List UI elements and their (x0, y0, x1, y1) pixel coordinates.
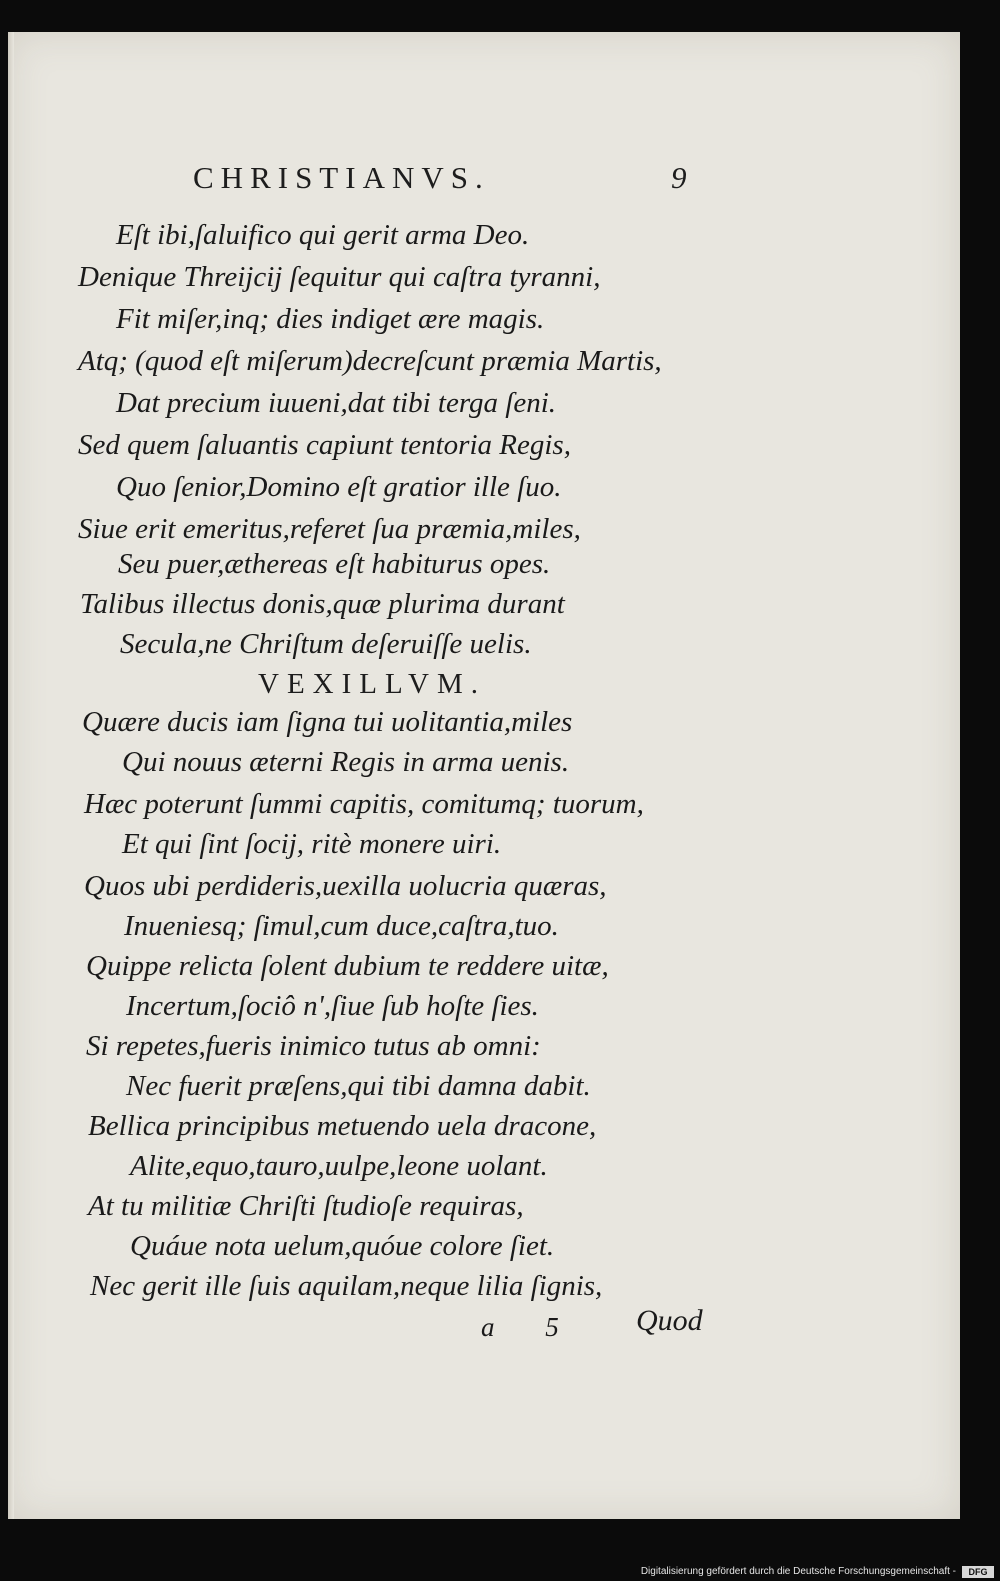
verse-line: Denique Threijcij ſequitur qui caſtra tyranni, (78, 261, 601, 293)
verse-line: Quos ubi perdideris,uexilla uolucria quæras, (84, 870, 607, 902)
verse-line: Si repetes,fueris inimico tutus ab omni: (86, 1030, 541, 1062)
verse-line: Quippe relicta ſolent dubium te reddere uitæ, (86, 950, 609, 982)
verse-line: Quo ſenior,Domino eſt gratior ille ſuo. (116, 471, 562, 503)
running-head: CHRISTIANVS. (193, 160, 490, 195)
verse-line: Talibus illectus donis,quæ plurima durant (80, 588, 565, 620)
verse-line: Dat precium iuueni,dat tibi terga ſeni. (116, 387, 557, 419)
verse-line: Incertum,ſociô n',ſiue ſub hoſte ſies. (126, 990, 539, 1022)
verse-line: Nec gerit ille ſuis aquilam,neque lilia ſignis, (90, 1270, 603, 1302)
verse-line: Secula,ne Chriſtum deſeruiſſe uelis. (120, 628, 532, 660)
verse-line: Bellica principibus metuendo uela dracone, (88, 1110, 597, 1142)
page-number: 9 (671, 160, 687, 195)
verse-line: At tu militiæ Chriſti ſtudioſe requiras, (88, 1190, 524, 1222)
verse-line: Quære ducis iam ſigna tui uolitantia,miles (82, 706, 573, 738)
verse-line: Sed quem ſaluantis capiunt tentoria Regis, (78, 429, 571, 461)
page-edge (8, 32, 14, 1519)
section-title: VEXILLVM. (258, 668, 487, 700)
verse-line: Inueniesq; ſimul,cum duce,caſtra,tuo. (124, 910, 559, 942)
verse-line: Nec fuerit præſens,qui tibi damna dabit. (126, 1070, 591, 1102)
verse-line: Hæc poterunt ſummi capitis, comitumq; tuorum, (84, 788, 644, 820)
digitization-credit: Digitalisierung gefördert durch die Deutsche Forschungsgemeinschaft - (640, 1566, 956, 1577)
verse-line: Eſt ibi,ſaluifico qui gerit arma Deo. (116, 219, 530, 251)
dfg-logo: DFG (962, 1566, 994, 1578)
verse-line: Alite,equo,tauro,uulpe,leone uolant. (130, 1150, 548, 1182)
catchword: Quod (636, 1304, 703, 1337)
verse-line: Et qui ſint ſocij, ritè monere uiri. (122, 828, 502, 860)
verse-line: Siue erit emeritus,referet ſua præmia,miles, (78, 513, 581, 545)
verse-line: Qui nouus æterni Regis in arma uenis. (122, 746, 570, 778)
signature-mark: a 5 (481, 1312, 581, 1342)
verse-line: Fit miſer,inq; dies indiget ære magis. (116, 303, 545, 335)
verse-line: Atq; (quod eſt miſerum)decreſcunt præmia Martis, (78, 345, 662, 377)
page-header (193, 160, 693, 204)
book-page (8, 32, 960, 1519)
verse-line: Quáue nota uelum,quóue colore ſiet. (130, 1230, 555, 1262)
verse-line: Seu puer,æthereas eſt habiturus opes. (118, 548, 551, 580)
